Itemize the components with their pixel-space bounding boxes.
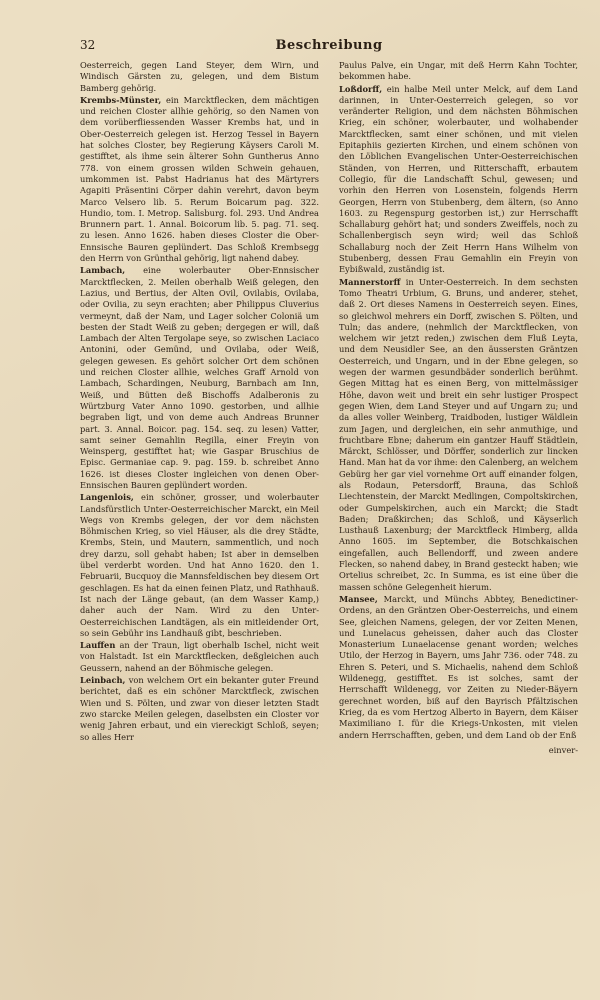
entry-keyword: Langenlois, [80, 492, 134, 503]
entry-paragraph [80, 60, 319, 94]
entry-paragraph [80, 675, 319, 743]
entry-text: in Unter-Oesterreich. In dem sechsten Tomo Theatri Urbium, G. Bruns, und anderer, stehet, daß 2. Ort dieses Namens in Oesterreich seyen. Eines, so gleichwol mehrers ein Dorff, zwischen S. Pölten, und Tuln; das andere, (nehmlich der Marcktflecken, von welchem wir jetzt reden,) zwischen dem Fluß Leyta, und dem Neusidler See, an den äussersten Gräntzen Oesterreich, und Ungarn, und in der Ebne gelegen, so wegen der warmen gesundbäder sonderlich berühmt. Gegen Mittag hat es einen Berg, von mittelmässiger Höhe, davon weit und breit ein sehr lustiger Prospect gegen Wien, dem Land Steyer und auf Ungarn zu; und da alles voller Weinberg, Traidboden, lustiger Wäldlein zum Jagen, und dergleichen, ein sehr anmuthige, und fruchtbare Ebne; daherum ein gantzer Hauff Städtlein, Märckt, Schlösser, und Dörffer, sonderlich zur lincken Hand. Man hat da vor ihme: den Calenberg, an welchem Gebürg her gar viel vornehme Ort auff einander folgen, als Rodaun, Petersdorff, Brauna, das Schloß Liechtenstein, der Marckt Medlingen, Compoltskirchen, oder Gumpelskirchen, auch ein Marckt; die Stadt Baden; Draßkirchen; das Schloß, und Käyserlich Lusthauß Laxenburg; der Marcktfleck Himberg, allda Anno 1605. im September, die Botschkaischen eingefallen, auch Bellendorff, und zween andere Flecken, so nahend dabey, in Brand gesteckt haben; wie Ortelius schreibet, 2c. In Summa, es ist eine über die massen schöne Gelegenheit hierum. [339, 276, 578, 592]
entry-text: ein halbe Meil unter Melck, auf dem Land darinnen, in Unter-Oesterreich gelegen, so vor veränderter Religion, und dem nächsten Böhmischen Krieg, ein schöner, wolerbauter, und wolhabender Marcktflecken, samt einer schönen, und mit vielen Epitaphiis gezierten Kirchen, und einem schönen von den Löblichen Evangelischen Unter-Oesterreichischen Ständen, von Herren, und Ritterschafft, erbautem Collegio, für die Landschafft Schul, gewesen; und vorhin den Herren von Losenstein, folgends Herrn Georgen, Herrn von Stubenberg, dem ältern, (so Anno 1603. zu Regenspurg gestorben ist,) zur Herrschafft Schallaburg gehört hat; und sonders Zweiffels, noch zu Schallenbergisch seyn wird; weil das Schloß Schallaburg noch der Zeit Herrn Hans Wilhelm von Stubenberg, dessen Frau Gemahlin ein Freyin von Eybißwald, zuständig ist. [339, 83, 578, 275]
entry-paragraph [80, 265, 319, 491]
right-column [339, 60, 578, 743]
entry-text: Marckt, und Münchs Abbtey, Benedictiner-Ordens, an den Gräntzen Ober-Oesterreichs, und einem See, gleichen Namens, gelegen, der vor Zeiten Menen, und Lunelacus geheissen, daher auch das Closter Monasterium Lunaelacense genant worden; welches Utilo, der Herzog in Bayern, ums Jahr 736. oder 748. zu Ehren S. Peteri, und S. Michaelis, nahend dem Schloß Wildenegg, gestifftet. Es ist solches, samt der Herrschafft Wildenegg, vor Zeiten zu Nieder-Bäyern gerechnet worden, biß auf den Bayrisch Pfältzischen Krieg, da es vom Hertzog Alberto in Bayern, dem Käiser Maximiliano I. für die Kriegs-Unkosten, mit vielen andern Herrschafften, geben, und dem Land ob der Enß [339, 593, 578, 740]
entry-keyword: Lambach, [80, 265, 126, 276]
entry-paragraph [339, 84, 578, 276]
entry-keyword: Krembs-Münster, [80, 94, 162, 105]
entry-text: an der Traun, ligt oberhalb Ischel, nicht weit von Halstadt. Ist ein Marcktflecken, deßgleichen auch Geussern, nahend an der Böhmische gelegen. [80, 640, 319, 673]
entry-text: Paulus Palve, ein Ungar, mit deß Herrn Kahn Tochter, bekommen habe. [339, 60, 578, 82]
entry-text: von welchem Ort ein bekanter guter Freund berichtet, daß es ein schöner Marcktfleck, zwischen Wien und S. Pölten, und zwar von dieser letzten Stadt zwo starcke Meilen gelegen, daselbsten ein Closter vor wenig Jahren erbaut, und ein viereckigt Schloß, seyen; so alles Herr [80, 675, 319, 742]
entry-text: eine wolerbauter Ober-Ennsischer Marcktflecken, 2. Meilen oberhalb Weiß gelegen, den Lazius, und Bertius, der Alten Ovil, Ovilabis, Ovilaba, oder Ovilia, zu seyn erachten; aber Philippus Cluverius vermeynt, daß der Nam, und Lager solcher Coloniä um besten der Stadt Weiß zu geben; dergegen er will, daß Lambach der Alten Tergolape seye, so zwischen Laciaco Antonini, oder Gemünd, und Ovilaba, oder Weiß, gelegen gewesen. Es gehört solcher Ort dem schönen und reichen Closter allhie, welches Graff Arnold von Lambach, Schardingen, Neuburg, Barnbach am Inn, Weiß, und Bütten deß Bischoffs Adalberonis zu Würtzburg Vater Anno 1090. gestorben, und allhie begraben ligt, und von deme auch Andreas Brunner part. 3. Annal. Boicor. pag. 154. seq. zu lesen) Vatter, samt seiner Gemahlin Regilla, einer Freyin von Weinsperg, gestifftet hat; wie Gaspar Bruschius de Episc. Germaniae cap. 9. pag. 159. b. schreibet Anno 1626. ist dieses Closter ingleichen von denen Ober-Ennsischen Bauren geplündert worden. [80, 265, 319, 490]
entry-keyword: Leinbach, [80, 675, 126, 686]
entry-paragraph [80, 640, 319, 674]
catchword: einver- [548, 744, 578, 755]
entry-paragraph [80, 95, 319, 264]
entry-keyword: Loßdorff, [339, 83, 383, 94]
page-header [80, 38, 578, 58]
entry-text: Oesterreich, gegen Land Steyer, dem Wirn, und Windisch Gärsten zu, gelegen, und dem Bistum Bamberg gehörig. [80, 60, 319, 93]
entry-keyword: Mansee, [339, 593, 378, 604]
running-title: Beschreibung [275, 38, 383, 53]
entry-paragraph [339, 594, 578, 741]
left-column [80, 60, 319, 743]
entry-keyword: Lauffen [80, 640, 116, 651]
entry-text: ein Marcktflecken, dem mächtigen und reichen Closter allhie gehörig, so den Namen von dem vorüberfliessenden Wasser Krembs hat, und in Ober-Oesterreich gelegen ist. Herzog Tessel in Bayern hat solches Closter, bey Regierung Käysers Caroli M. gestifftet, als ihme sein älterer Sohn Guntherus Anno 778. von einem grossen wilden Schwein gehauen, umkommen ist. Pabst Hadrianus hat des Märtyrers Agapiti Präsentini Cörper dahin verehrt, davon beym Marco Velsero lib. 5. Rerum Boicarum pag. 322. Hundio, tom. I. Metrop. Salisburg. fol. 293. Und Andrea Brunnern part. 1. Annal. Boicorum lib. 5. pag. 71. seq. zu lesen. Anno 1626. haben dieses Closter die Ober-Ennsische Bauren geplündert. Das Schloß Krembsegg den Herrn von Grünthal gehörig, ligt nahend dabey. [80, 94, 319, 264]
entry-paragraph [80, 492, 319, 639]
page-number: 32 [80, 38, 96, 52]
text-columns [80, 60, 578, 743]
entry-paragraph [339, 277, 578, 593]
entry-keyword: Mannerstorff [339, 276, 401, 287]
entry-paragraph [339, 60, 578, 83]
entry-text: ein schöner, grosser, und wolerbauter Landsfürstlich Unter-Oesterreichischer Marckt, ein Meil Wegs von Krembs gelegen, der vor dem nächsten Böhmischen Krieg, so viel Häuser, als die drey Städte, Krembs, Stein, und Mautern, sammentlich, und noch drey darzu, soll gehabt haben; Ist aber in demselben übel verderbt worden. Und hat Anno 1620. den 1. Februarii, Bucquoy die Mannsfeldischen bey diesem Ort geschlagen. Es hat da einen feinen Platz, und Rathhauß. Ist nach der Länge gebaut, (an dem Wasser Kamp,) daher auch der Nam. Wird zu den Unter-Oesterreichischen Landtägen, als ein mitleidender Ort, so sein Gebühr ins Landhauß gibt, beschrieben. [80, 492, 319, 638]
